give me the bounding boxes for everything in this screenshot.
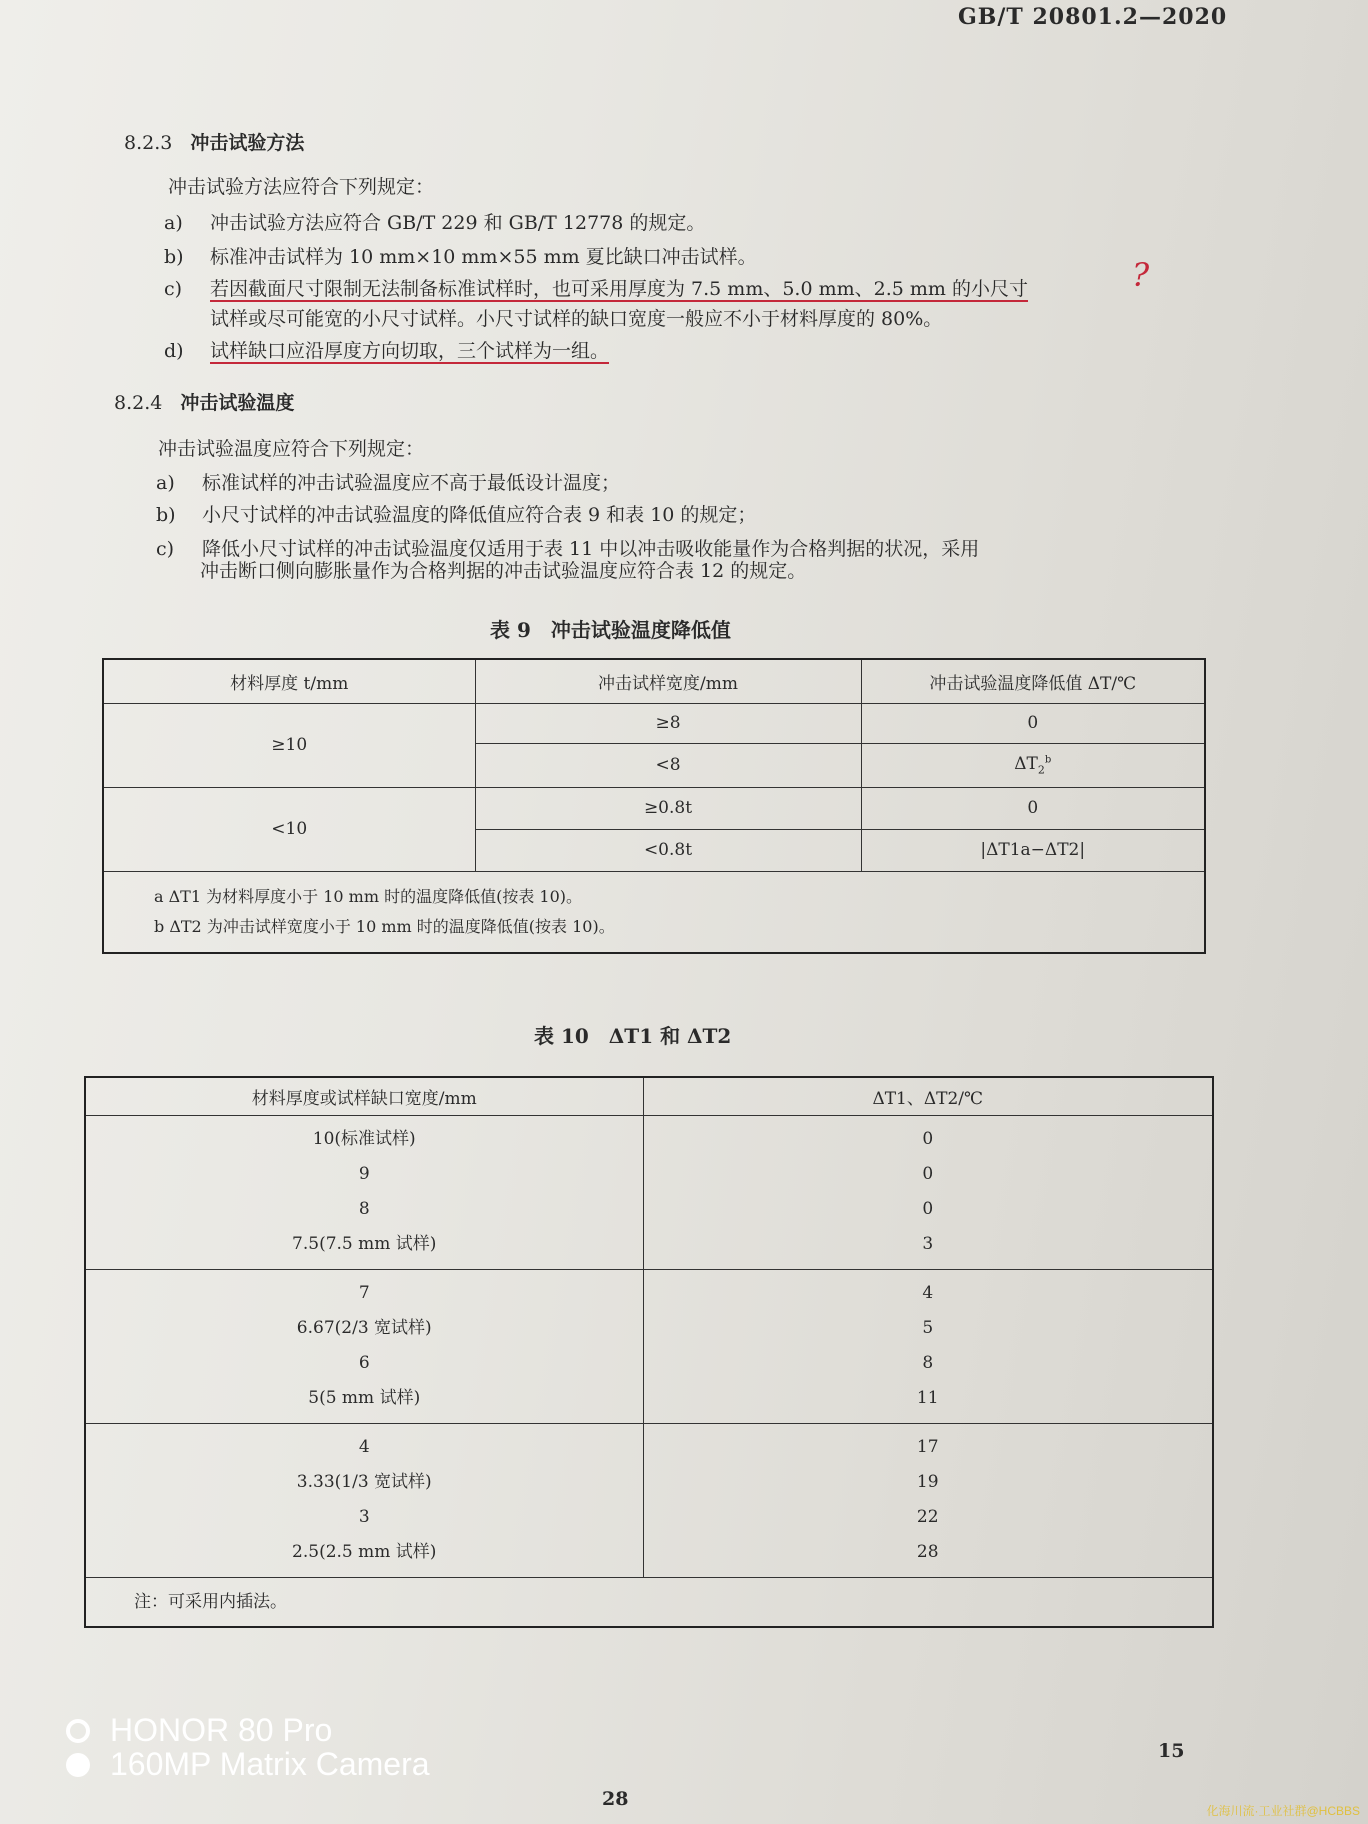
cell-width: <0.8t (475, 829, 861, 871)
table-9-caption: 表 9 冲击试验温度降低值 (490, 618, 731, 642)
column-header: 冲击试验温度降低值 ΔT/℃ (861, 659, 1205, 703)
cell-value: $\Delta T_2^b$ (861, 743, 1205, 787)
source-credit: 化海川流·工业社群@HCBBS (1206, 1804, 1360, 1818)
column-header: 材料厚度 t/mm (103, 659, 475, 703)
list-item: c) 降低小尺寸试样的冲击试验温度仅适用于表 11 中以冲击吸收能量作为合格判据的状况，采用 (156, 538, 980, 560)
cell-width: <8 (475, 743, 861, 787)
column-header: 材料厚度或试样缺口宽度/mm (85, 1077, 643, 1115)
standard-number: GB/T 20801.2—2020 (958, 4, 1228, 30)
list-item: b) 标准冲击试样为 10 mm×10 mm×55 mm 夏比缺口冲击试样。 (164, 246, 757, 268)
page-number-right: 15 (1158, 1740, 1185, 1762)
cell-thickness: ≥10 (103, 703, 475, 787)
camera-watermark-line2: 160MP Matrix Camera (66, 1746, 430, 1783)
cell-value: 0 (861, 787, 1205, 829)
table-row (103, 787, 1205, 829)
cell-thickness: <10 (103, 787, 475, 871)
table-row (85, 1115, 1213, 1269)
list-item: c) 若因截面尺寸限制无法制备标准试样时，也可采用厚度为 7.5 mm、5.0 mm、2.5 mm 的小尺寸 (164, 278, 1028, 300)
table-note-row (85, 1577, 1213, 1627)
page-number-bottom: 28 (602, 1788, 629, 1810)
cell-sizes: 7 6.67(2/3 宽试样) 6 5(5 mm 试样) (85, 1269, 643, 1423)
table-note: 注：可采用内插法。 (85, 1577, 1213, 1627)
list-item: d) 试样缺口应沿厚度方向切取，三个试样为一组。 (164, 340, 610, 362)
handwritten-question-mark: ? (1132, 256, 1150, 294)
table-10 (84, 1076, 1214, 1628)
cell-sizes: 4 3.33(1/3 宽试样) 3 2.5(2.5 mm 试样) (85, 1423, 643, 1577)
list-item: a) 冲击试验方法应符合 GB/T 229 和 GB/T 12778 的规定。 (164, 212, 706, 234)
list-item-continued: 试样或尽可能宽的小尺寸试样。小尺寸试样的缺口宽度一般应不小于材料厚度的 80%。 (210, 308, 943, 330)
camera-watermark-line1: HONOR 80 Pro (66, 1712, 332, 1749)
table-row (85, 1269, 1213, 1423)
cell-width: ≥8 (475, 703, 861, 743)
cell-value: 0 (861, 703, 1205, 743)
table-notes (103, 871, 1205, 953)
column-header: 冲击试样宽度/mm (475, 659, 861, 703)
table-10-caption: 表 10 ΔT1 和 ΔT2 (534, 1024, 732, 1048)
cell-sizes: 10(标准试样) 9 8 7.5(7.5 mm 试样) (85, 1115, 643, 1269)
section-8-2-3-heading: 8.2.3 冲击试验方法 (124, 132, 305, 154)
table-notes-row (103, 871, 1205, 953)
cell-values: 0 0 0 3 (643, 1115, 1213, 1269)
footnote-a: a ΔT1 为材料厚度小于 10 mm 时的温度降低值(按表 10)。 (154, 886, 583, 906)
table-9 (102, 658, 1206, 954)
list-item: b) 小尺寸试样的冲击试验温度的降低值应符合表 9 和表 10 的规定； (156, 504, 757, 526)
ring-icon (66, 1719, 90, 1743)
section-8-2-4-intro: 冲击试验温度应符合下列规定： (158, 438, 425, 460)
table-header-row (85, 1077, 1213, 1115)
table-row (103, 703, 1205, 743)
section-8-2-3-intro: 冲击试验方法应符合下列规定： (168, 176, 435, 198)
footnote-b: b ΔT2 为冲击试样宽度小于 10 mm 时的温度降低值(按表 10)。 (154, 916, 615, 936)
list-item: a) 标准试样的冲击试验温度应不高于最低设计温度； (156, 472, 621, 494)
section-8-2-4-heading: 8.2.4 冲击试验温度 (114, 392, 295, 414)
dot-icon (66, 1753, 90, 1777)
list-item-continued: 冲击断口侧向膨胀量作为合格判据的冲击试验温度应符合表 12 的规定。 (200, 560, 807, 582)
cell-value: |ΔT1a−ΔT2| (861, 829, 1205, 871)
cell-values: 4 5 8 11 (643, 1269, 1213, 1423)
column-header: ΔT1、ΔT2/℃ (643, 1077, 1213, 1115)
cell-values: 17 19 22 28 (643, 1423, 1213, 1577)
cell-width: ≥0.8t (475, 787, 861, 829)
table-row (85, 1423, 1213, 1577)
table-header-row (103, 659, 1205, 703)
